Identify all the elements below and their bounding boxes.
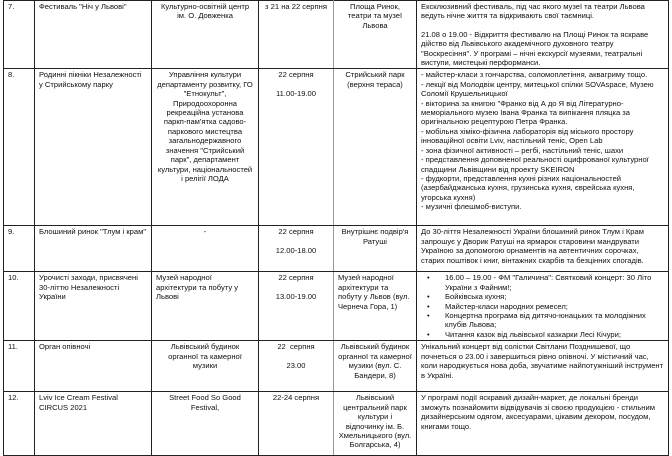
event-description [417,272,669,341]
row-number: 8. [4,69,35,226]
table-row [4,272,669,341]
event-place: Музей народної архітектури та побуту у Львов (вул. Чернеча Гора, 1) [334,272,417,341]
description-paragraph: 21.08 о 19.00 - Відкриття фестивалю на Площі Ринок та яскраве дійство від Львівського академічного духовного театру "Воскресіння". У програмі – нічні екскурсії музеями, театральні виступи, мистецькі перформанси. [421,29,649,68]
event-description [417,226,669,272]
event-date-cell [259,226,334,272]
description-line: - мобільна хіміко-фізична лабораторія від міського простору інноваційної освіти Lviv, настільний теніс, Open Lab [421,126,634,146]
event-name: Lviv Ice Cream Festival CIRCUS 2021 [35,392,152,456]
event-organizer: Street Food So Good Festival, [152,392,259,456]
row-number: 12. [4,392,35,456]
description-paragraph: Ексклюзивний фестиваль, під час якого музеї та театри Львова ведуть нічне життя та відкривають свої таємниці. [421,2,645,21]
program-item: • Концертна програма від дитячо-юнацьких та молодіжних клубів Львова; [427,311,646,330]
event-date: 22 серпня [278,227,314,237]
event-name: Урочисті заходи, присвячені 30-літтю Незалежності України [35,272,152,341]
table-row [4,392,669,456]
event-date-cell [259,1,334,69]
event-description [417,1,669,69]
table-row [4,1,669,69]
event-place: Львівський будинок органної та камерної музики (вул. С. Бандери, 8) [334,341,417,392]
program-item: • Майстер-класи народних ремесел; [427,301,568,311]
table-row [4,226,669,272]
event-date: з 21 на 22 серпня [265,2,327,11]
description-line: - зона фізичної активності – регбі, настільний теніс, шахи [421,145,624,155]
event-description [417,69,669,226]
event-date-cell [259,272,334,341]
event-time: 11.00-19.00 [276,88,316,98]
program-item: • 16.00 – 19.00 - ФМ "Галичина": Святковий концерт: 30 Літо України з Файним!; [427,273,652,292]
event-description [417,392,669,456]
table-row [4,69,669,226]
bullet-icon: • [427,311,430,321]
event-time: 23.00 [286,360,306,370]
event-date: 22 серпня [278,273,314,283]
description-paragraph: До 30-ліття Незалежності України блошиний ринок Тлум і Крам запрошує у Дворик Ратуші на ярмарок старовини мандрувати Україною за допомогою орнаментів на автентичних сорочках, старих поштівок і книг, вінтажних скарбів та безцінних спогадів. [421,227,644,265]
description-paragraph: Унікальний концерт від солістки Світлани Позднишевої, що почнеться о 23.00 і завершиться рівно опівночі. У містичний час, коли народжується нова доба, звучатиме найпотужніший інструмент в Україні. [421,342,664,380]
description-line: - музичні флешмоб-виступи. [421,202,522,212]
event-name: Блошиний ринок "Тлум і крам" [35,226,152,272]
event-place: Внутрішнє подвір'я Ратуші [334,226,417,272]
event-organizer: Музей народної архітектури та побуту у Львові [152,272,259,341]
event-date-cell [259,69,334,226]
event-place: Львівський центральний парк культури і відпочинку ім. Б. Хмельницького (вул. Болгарська, 4) [334,392,417,456]
event-name: Орган опівночі [35,341,152,392]
event-name: Фестиваль "Ніч у Львові" [35,1,152,69]
description-line: - представлення доповненої реальності оцифрованої культурної спадщини Львівщини від проекту SKEIRON [421,155,649,174]
row-number: 9. [4,226,35,272]
events-table [3,0,669,456]
row-number: 7. [4,1,35,69]
bullet-icon: • [427,301,430,311]
bullet-icon: • [427,273,430,283]
event-date: 22 серпня [277,342,315,352]
event-date: 22 серпня [278,70,314,80]
event-description [417,341,669,392]
event-date-cell [259,392,334,456]
description-line: - майстер-класи з гончарства, соломоплетіння, аквагриму тощо. [421,70,648,80]
description-paragraph: У програмі події яскравий дизайн-маркет, де локальні бренди зможуть познайомити відвідувачів зі своєю продукцією - стильним дизайнерським одягом, аксесуарами, цікавим декором, посудом, книгами тощо. [421,393,655,431]
event-organizer: Управління культури департаменту розвитку, ГО "Етнокульт", Природоохоронна рекреаційна установа паркп-пам'ятка садово-паркового мистецтва загальнодержавного значення "Стрийський парк", департамент культури, національностей і релігії ЛОДА [152,69,259,226]
event-place: Площа Ринок, театри та музеї Львова [334,1,417,69]
bullet-icon: • [427,292,430,302]
program-item: • Бойківська кухня; [427,292,507,302]
description-line: - лекції від Молодвіж центру, митецької спілки SOVAspace, Музею Соломії Крушельницької [421,79,654,99]
event-organizer: Культурно-освітній центр ім. О. Довженка [152,1,259,69]
event-place: Стрийський парк (верхня тераса) [334,69,417,226]
row-number: 11. [4,341,35,392]
row-number: 10. [4,272,35,341]
event-date: 22-24 серпня [272,393,320,403]
event-name: Родинні пікніки Незалежності у Стрийському парку [35,69,152,226]
description-line: - вікторина за книгою "Франко від А до Я від Літературно-меморіального музею Івана Франка та випікання пляцка за оригінальною рецептурою Петра Франка. [421,98,630,127]
table-row [4,341,669,392]
event-organizer: Львівський будинок органної та камерної музики [152,341,259,392]
description-line: - фудкорти, представлення кухні різних національностей (азербайджанська кухня, грузинська кухня, єврейська кухня, угорська кухня) [421,173,635,202]
event-time: 13.00-19.00 [275,291,317,301]
program-item: • Читання казок від львівської казкарки Лесі Кічури; [427,329,622,339]
event-organizer: - [152,226,259,272]
program-list [421,273,664,339]
bullet-icon: • [427,329,430,339]
event-date-cell [259,341,334,392]
event-time: 12.00-18.00 [275,245,317,255]
